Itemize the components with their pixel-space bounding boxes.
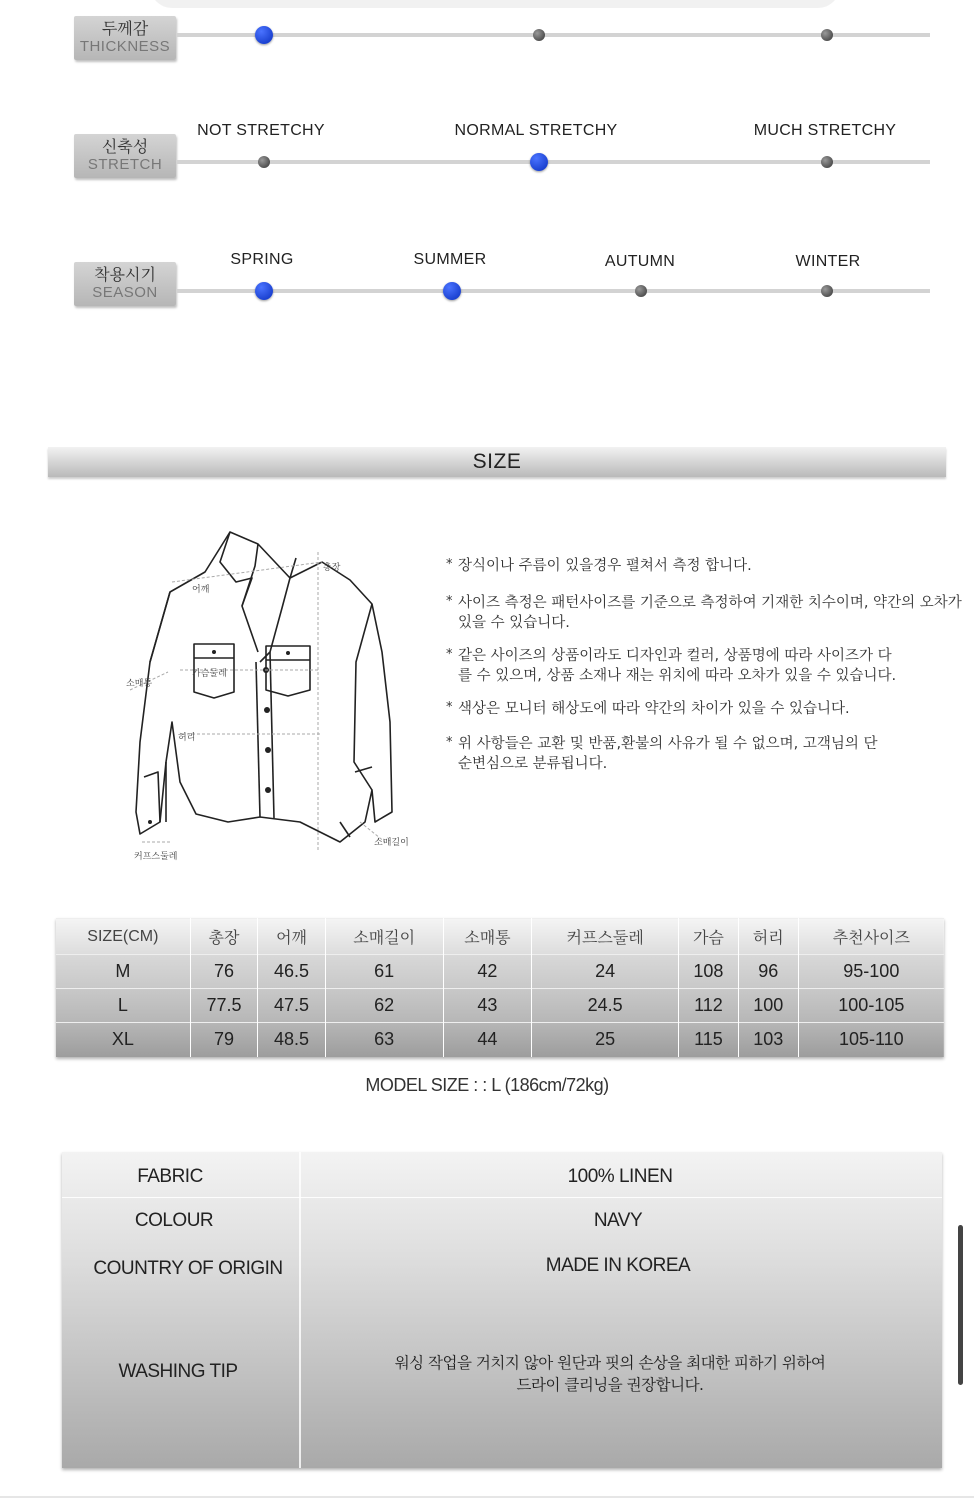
stretch-option-normal: NORMAL STRETCHY	[454, 122, 618, 139]
table-cell: 112	[679, 989, 739, 1023]
table-cell: 100-105	[798, 989, 944, 1023]
table-cell: 44	[443, 1023, 532, 1057]
diagram-label-cuffs: 커프스둘레	[134, 852, 178, 862]
table-cell: 76	[190, 955, 258, 989]
season-track	[176, 289, 930, 293]
table-cell: 108	[679, 955, 739, 989]
diagram-label-waist: 허리	[178, 733, 196, 743]
season-row	[0, 240, 974, 320]
table-cell: 48.5	[258, 1023, 326, 1057]
table-cell: 77.5	[190, 989, 258, 1023]
table-cell: 24.5	[532, 989, 679, 1023]
stretch-dot-3	[821, 156, 833, 168]
thickness-dot-3	[821, 29, 833, 41]
info-row-line	[62, 1197, 942, 1198]
season-dot-2-selected	[443, 282, 461, 300]
origin-value: MADE IN KOREA	[545, 1255, 691, 1276]
stretch-dot-1	[258, 156, 270, 168]
note-item: * 색상은 모니터 해상도에 따라 약간의 차이가 있을 수 있습니다.	[446, 699, 966, 719]
size-section-title: SIZE	[472, 450, 522, 473]
table-cell: 63	[325, 1023, 443, 1057]
size-section-header	[48, 447, 946, 477]
season-label	[74, 262, 176, 306]
stretch-row	[0, 110, 974, 190]
season-option-summer: SUMMER	[413, 251, 487, 268]
scrollbar-thumb[interactable]	[958, 1225, 963, 1385]
fabric-label: FABRIC	[137, 1166, 203, 1187]
table-row	[56, 955, 944, 989]
model-size: MODEL SIZE : : L (186cm/72kg)	[365, 1075, 609, 1095]
diagram-label-total-length: 총장	[323, 563, 341, 573]
page-bottom-divider	[0, 1496, 974, 1498]
stretch-option-much: MUCH STRETCHY	[753, 122, 897, 139]
table-cell: 25	[532, 1023, 679, 1057]
season-dot-3	[635, 285, 647, 297]
stretch-label-en: STRETCH	[87, 156, 163, 173]
thickness-dot-1-selected	[255, 26, 273, 44]
colour-label: COLOUR	[134, 1210, 214, 1231]
washing-line-1: 워싱 작업을 거치지 않아 원단과 핏의 손상을 최대한 피하기 위하여	[394, 1354, 826, 1372]
table-cell: 42	[443, 955, 532, 989]
table-cell: 115	[679, 1023, 739, 1057]
fabric-value: 100% LINEN	[567, 1166, 673, 1187]
season-option-winter: WINTER	[795, 253, 861, 270]
table-cell: M	[56, 955, 190, 989]
table-cell: 46.5	[258, 955, 326, 989]
note-item: * 같은 사이즈의 상품이라도 디자인과 컬러, 상품명에 따라 사이즈가 다를 수 있으며, 상품 소재나 재는 위치에 따라 오차가 있을 수 있습니다.	[446, 646, 898, 686]
table-cell: 79	[190, 1023, 258, 1057]
product-info-box	[62, 1152, 942, 1468]
size-table-header-row	[56, 919, 944, 955]
size-table-header-cell: 어깨	[258, 919, 326, 955]
note-item: * 사이즈 측정은 패턴사이즈를 기준으로 측정하여 기재한 치수이며, 약간의 오차가 있을 수 있습니다.	[446, 593, 966, 633]
diagram-label-chest: 가슴둘레	[192, 669, 227, 679]
colour-value: NAVY	[593, 1210, 643, 1231]
table-cell: 24	[532, 955, 679, 989]
season-dot-1-selected	[255, 282, 273, 300]
stretch-label	[74, 134, 176, 178]
table-cell: 96	[738, 955, 798, 989]
stretch-dot-2-selected	[530, 153, 548, 171]
jacket-measurement-diagram	[110, 522, 410, 867]
season-label-en: SEASON	[92, 284, 158, 301]
table-row	[56, 1023, 944, 1057]
thickness-label-en: THICKNESS	[79, 38, 171, 55]
thickness-label	[74, 16, 176, 60]
washing-line-2: 드라이 클리닝을 권장합니다.	[516, 1376, 704, 1394]
diagram-label-sleeve-width: 소매통	[126, 679, 153, 689]
thickness-track	[176, 33, 930, 37]
size-table-header-cell: SIZE(CM)	[56, 919, 190, 955]
size-table-header-cell: 커프스둘레	[532, 919, 679, 955]
size-table-header-cell: 소매길이	[325, 919, 443, 955]
origin-label: COUNTRY OF ORIGIN	[93, 1258, 283, 1279]
stretch-option-not: NOT STRETCHY	[197, 122, 325, 139]
washing-label: WASHING TIP	[118, 1361, 238, 1382]
size-table-header-cell: 추천사이즈	[798, 919, 944, 955]
washing-value	[395, 1352, 826, 1396]
season-dot-4	[821, 285, 833, 297]
info-divider	[299, 1152, 301, 1468]
table-cell: 95-100	[798, 955, 944, 989]
thickness-label-ko: 두께감	[101, 19, 149, 38]
table-cell: 62	[325, 989, 443, 1023]
season-label-ko: 착용시기	[94, 265, 156, 284]
size-table-header-cell: 가슴	[679, 919, 739, 955]
size-table	[56, 918, 944, 1057]
table-row	[56, 989, 944, 1023]
table-cell: 100	[738, 989, 798, 1023]
table-cell: 43	[443, 989, 532, 1023]
stretch-track	[176, 160, 930, 164]
thickness-dot-2	[533, 29, 545, 41]
table-cell: 103	[738, 1023, 798, 1057]
table-cell: 105-110	[798, 1023, 944, 1057]
table-cell: XL	[56, 1023, 190, 1057]
note-item: * 위 사항들은 교환 및 반품,환불의 사유가 될 수 없으며, 고객님의 단순변심으로 분류됩니다.	[446, 734, 888, 774]
diagram-label-shoulder: 어깨	[192, 585, 210, 595]
season-option-autumn: AUTUMN	[604, 253, 676, 270]
size-table-header-cell: 허리	[738, 919, 798, 955]
thickness-row	[0, 0, 974, 80]
table-cell: L	[56, 989, 190, 1023]
size-table-header-cell: 총장	[190, 919, 258, 955]
diagram-label-sleeve-length: 소매길이	[374, 838, 409, 848]
measurement-notes	[446, 556, 966, 787]
note-item: * 장식이나 주름이 있을경우 펼쳐서 측정 합니다.	[446, 556, 966, 576]
size-table-header-cell: 소매통	[443, 919, 532, 955]
season-option-spring: SPRING	[230, 251, 294, 268]
stretch-label-ko: 신축성	[101, 137, 149, 156]
table-cell: 61	[325, 955, 443, 989]
table-cell: 47.5	[258, 989, 326, 1023]
